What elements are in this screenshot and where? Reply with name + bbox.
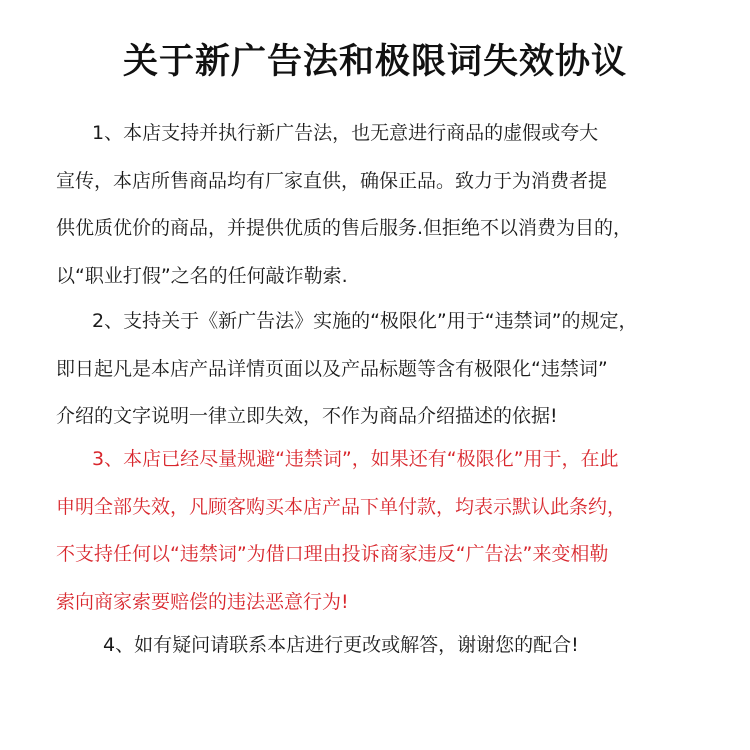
paragraph-line: 1、本店支持并执行新广告法，也无意进行商品的虚假或夸大 [92, 122, 599, 144]
page-title: 关于新广告法和极限词失效协议 [122, 42, 627, 82]
paragraph-line: 4、如有疑问请联系本店进行更改或解答，谢谢您的配合! [103, 634, 579, 656]
paragraph-line: 即日起凡是本店产品详情页面以及产品标题等含有极限化“违禁词” [56, 357, 608, 380]
paragraph-4 [56, 622, 696, 670]
paragraph-line: 2、支持关于《新广告法》实施的“极限化”用于“违禁词”的规定， [92, 310, 638, 332]
paragraph-line: 宣传，本店所售商品均有厂家直供，确保正品。致力于为消费者提 [56, 169, 608, 192]
paragraph-line: 供优质优价的商品，并提供优质的售后服务.但拒绝不以消费为目的， [56, 217, 633, 239]
paragraph-2 [56, 298, 696, 441]
paragraph-line: 索向商家索要赔偿的违法恶意行为! [56, 590, 349, 613]
paragraph-line: 以“职业打假”之名的任何敲诈勒索. [56, 264, 348, 287]
paragraph-line: 不支持任何以“违禁词”为借口理由投诉商家违反“广告法”来变相勒 [56, 543, 609, 565]
paragraph-line: 介绍的文字说明一律立即失效，不作为商品介绍描述的依据! [56, 405, 558, 427]
paragraph-1 [56, 110, 696, 300]
paragraph-line: 3、本店已经尽量规避“违禁词”，如果还有“极限化”用于，在此 [92, 448, 619, 470]
paragraph-line: 申明全部失效，凡顾客购买本店产品下单付款，均表示默认此条约， [56, 495, 627, 518]
paragraph-3-warning [56, 436, 696, 626]
